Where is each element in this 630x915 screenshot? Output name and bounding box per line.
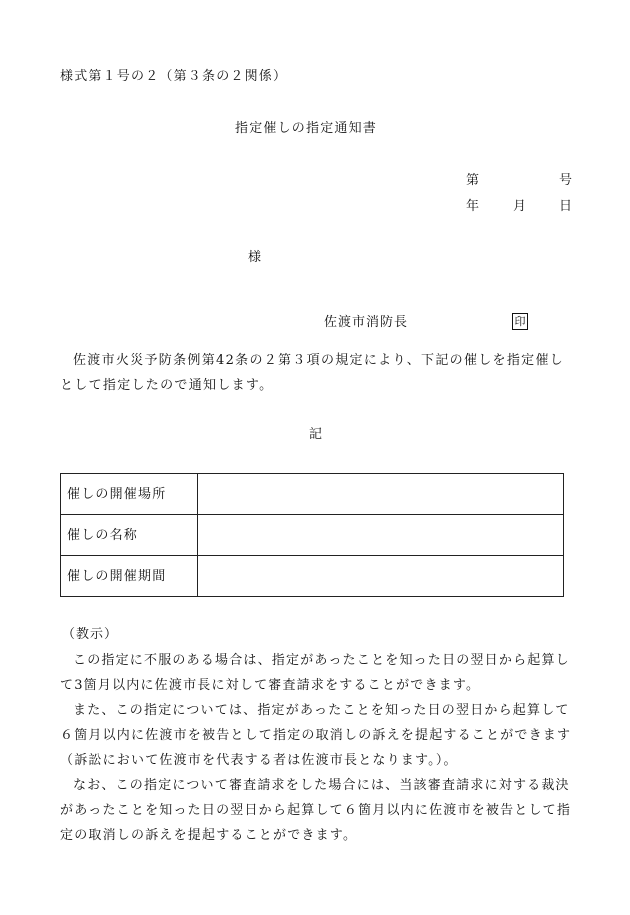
table-row <box>61 556 564 597</box>
document-number-prefix: 第 <box>466 173 480 188</box>
seal-mark: 印 <box>512 313 528 330</box>
document-title: 指定催しの指定通知書 <box>235 121 378 136</box>
date-day-label: 日 <box>559 199 573 214</box>
ki-heading: 記 <box>309 427 323 442</box>
date-month-label: 月 <box>513 199 527 214</box>
notice-heading: （教示） <box>62 627 119 642</box>
table-row-value <box>197 515 563 556</box>
notice-paragraph: この指定に不服のある場合は、指定があったことを知った日の翌日から起算して3箇月以内に佐渡市長に対して審査請求をすることができます。 <box>60 653 570 693</box>
notice-paragraph: なお、この指定について審査請求をした場合には、当該審査請求に対する裁決があったことを知った日の翌日から起算して６箇月以内に佐渡市を被告として指定の取消しの訴えを提起することができます。 <box>60 778 572 843</box>
issuer-name: 佐渡市消防長 <box>324 315 409 330</box>
table-row <box>61 474 564 515</box>
date-year-label: 年 <box>466 199 480 214</box>
document-number-suffix: 号 <box>559 173 573 188</box>
notice-paragraph: また、この指定については、指定があったことを知った日の翌日から起算して６箇月以内に佐渡市を被告として指定の取消しの訴えを提起することができます（訴訟において佐渡市を代表する者は佐渡市長となります。）。 <box>60 703 572 768</box>
event-info-table <box>60 473 564 597</box>
table-row-label: 催しの開催期間 <box>61 556 198 597</box>
body-paragraph: 佐渡市火災予防条例第42条の２第３項の規定により、下記の催しを指定催しとして指定したので通知します。 <box>60 353 565 393</box>
table-row-label: 催しの開催場所 <box>61 474 198 515</box>
addressee-honorific: 様 <box>248 250 262 265</box>
table-row <box>61 515 564 556</box>
table-row-value <box>197 556 563 597</box>
table-row-label: 催しの名称 <box>61 515 198 556</box>
table-row-value <box>197 474 563 515</box>
form-number: 様式第１号の２（第３条の２関係） <box>60 69 288 84</box>
